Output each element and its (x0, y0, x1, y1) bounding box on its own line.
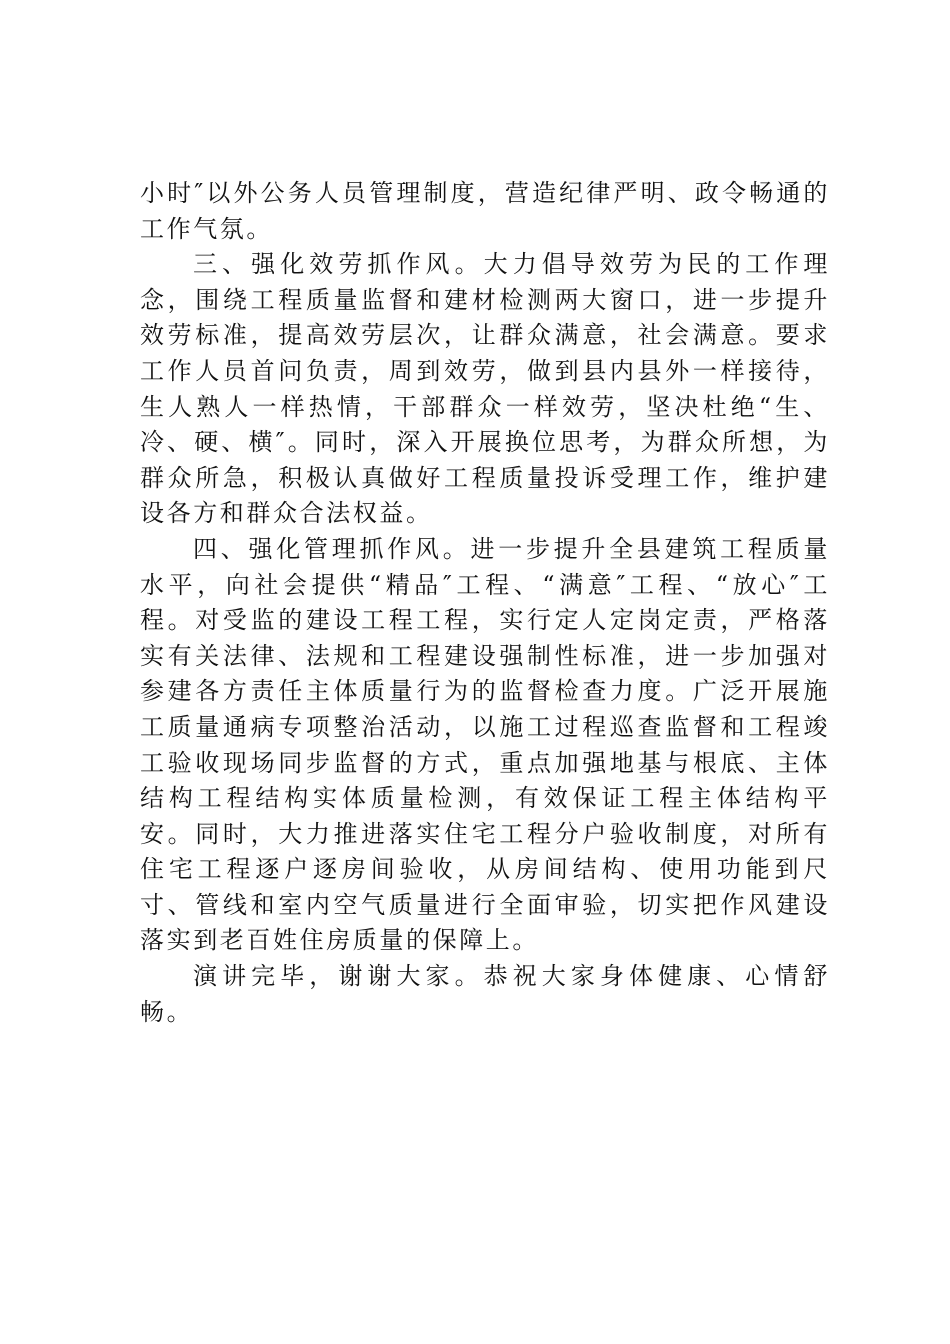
paragraph-management-style: 四、强化管理抓作风。进一步提升全县建筑工程质量水平，向社会提供“精品″工程、“满意″工程、“放心″工程。对受监的建设工程工程，实行定人定岗定责，严格落实有关法律、法规和工程建设强制性标准，进一步加强对参建各方责任主体质量行为的监督检查力度。广泛开展施工质量通病专项整治活动，以施工过程巡查监督和工程竣工验收现场同步监督的方式，重点加强地基与根底、主体结构工程结构实体质量检测，有效保证工程主体结构平安。同时，大力推进落实住宅工程分户验收制度，对所有住宅工程逐户逐房间验收，从房间结构、使用功能到尺寸、管线和室内空气质量进行全面审验，切实把作风建设落实到老百姓住房质量的保障上。 (140, 534, 830, 955)
paragraph-service-style: 三、强化效劳抓作风。大力倡导效劳为民的工作理念，围绕工程质量监督和建材检测两大窗口，进一步提升效劳标准，提高效劳层次，让群众满意，社会满意。要求工作人员首问负责，周到效劳，做到县内县外一样接待，生人熟人一样热情，干部群众一样效劳，坚决杜绝“生、冷、硬、横″。同时，深入开展换位思考，为群众所想，为群众所急，积极认真做好工程质量投诉受理工作，维护建设各方和群众合法权益。 (140, 250, 830, 528)
paragraph-closing: 演讲完毕，谢谢大家。恭祝大家身体健康、心情舒畅。 (140, 962, 830, 1026)
paragraph-continuation: 小时″以外公务人员管理制度，营造纪律严明、政令畅通的工作气氛。 (140, 179, 830, 243)
document-body (140, 176, 830, 1030)
